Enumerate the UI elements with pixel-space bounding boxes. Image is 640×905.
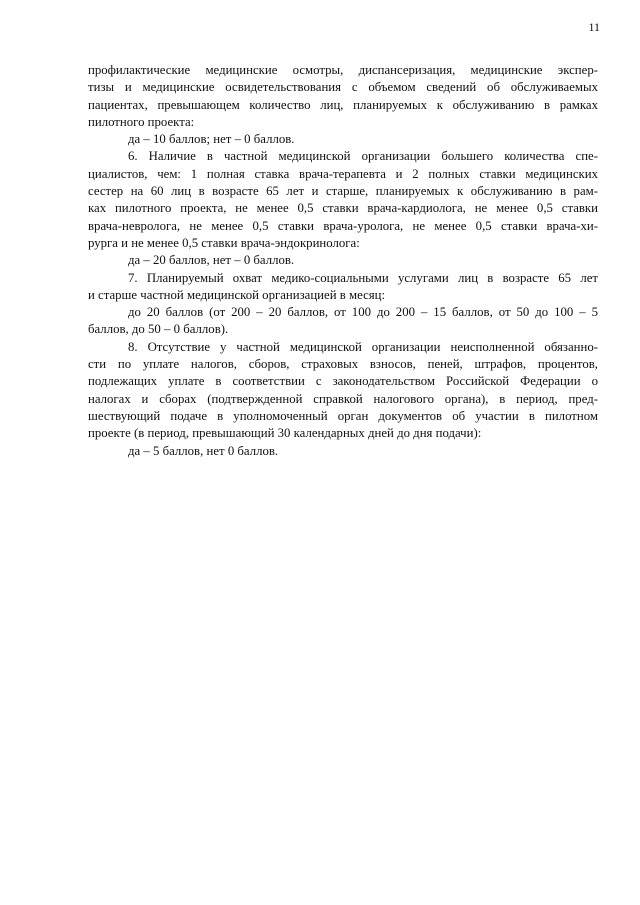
text-line: рурга и не менее 0,5 ставки врача-эндокринолога: [88,235,360,250]
text-line: подлежащих уплате в соответствии с законодательством Российской Федерации о [88,374,598,389]
text-line: до 20 баллов (от 200 – 20 баллов, от 100 до 200 – 15 баллов, от 50 до 100 – 5 [128,305,598,320]
text-line: тизы и медицинские освидетельствования с объемом сведений об обслуживаемых [88,80,598,95]
text-line: ках пилотного проекта, не менее 0,5 ставки врача-кардиолога, не менее 0,5 ставки [88,201,598,216]
text-line: баллов, до 50 – 0 баллов). [88,322,229,337]
text-line: да – 5 баллов, нет 0 баллов. [128,443,279,458]
text-line: циалистов, чем: 1 полная ставка врача-терапевта и 2 полных ставки медицинских [88,166,598,181]
text-line: профилактические медицинские осмотры, диспансеризация, медицинские экспер- [88,63,598,77]
text-line: сестер на 60 лиц в возрасте 65 лет и старше, планируемых к обслуживанию в рам- [88,184,598,199]
text-line: пилотного проекта: [88,114,195,129]
text-line: и старше частной медицинской организацией в месяц: [88,287,386,302]
text-line: 8. Отсутствие у частной медицинской организации неисполненной обязанно- [128,339,598,354]
page-number: 11 [588,20,600,34]
text-line: шествующий подаче в уполномоченный орган документов об участии в пилотном [88,408,598,423]
text-line: да – 20 баллов, нет – 0 баллов. [128,253,295,268]
text-line: налогах и сборах (подтвержденной справкой налогового органа), в период, пред- [88,391,598,406]
text-line: проекте (в период, превышающий 30 календарных дней до дня подачи): [88,426,482,441]
text-line: врача-невролога, не менее 0,5 ставки врача-уролога, не менее 0,5 ставки врача-хи- [88,218,598,233]
text-line: да – 10 баллов; нет – 0 баллов. [128,132,295,147]
text-line: 6. Наличие в частной медицинской организации большего количества спе- [128,149,598,164]
text-line: пациентах, превышающем количество лиц, планируемых к обслуживанию в рамках [88,97,598,112]
text-line: сти по уплате налогов, сборов, страховых взносов, пеней, штрафов, процентов, [88,357,598,372]
text-line: 7. Планируемый охват медико-социальными услугами лиц в возрасте 65 лет [128,270,598,285]
document-body [88,62,598,460]
